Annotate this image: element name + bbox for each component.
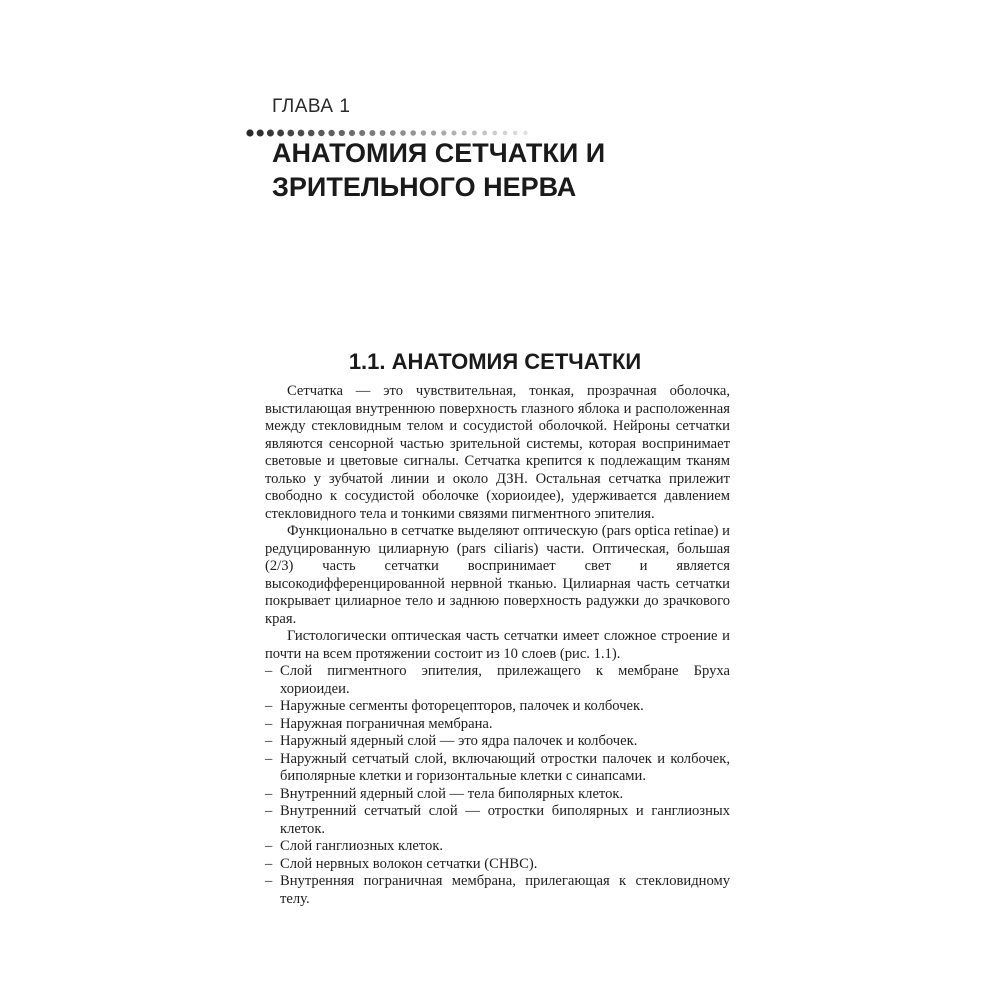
ornament-dot (482, 131, 487, 136)
ornament-dot (246, 129, 253, 136)
list-item: – Наружный ядерный слой — это ядра палочек и колбочек. (265, 733, 638, 749)
ornament-dot (451, 130, 456, 135)
list-item: – Наружная пограничная мембрана. (265, 715, 493, 732)
ornament-dot (523, 131, 527, 135)
chapter-title: АНАТОМИЯ СЕТЧАТКИ И ЗРИТЕЛЬНОГО НЕРВА (272, 138, 606, 202)
list-item: – Слой нервных волокон сетчатки (СНВС). (265, 855, 538, 872)
body-text (265, 383, 730, 908)
ornament-dot (390, 130, 396, 136)
list-marker: – (265, 715, 273, 732)
list-item: – Внутренняя пограничная мембрана, прилегающая к стекловидному телу. (265, 873, 730, 907)
list-item: – Слой пигментного эпителия, прилежащего к мембране Бруха хориоидеи. (265, 663, 730, 697)
list-marker: – (265, 838, 273, 854)
ornament-dot (431, 130, 436, 135)
ornament-dot (410, 130, 416, 136)
ornament-dot (421, 130, 426, 135)
ornament-dot (513, 131, 518, 136)
list-marker: – (265, 785, 273, 802)
ornament-dot (257, 129, 264, 136)
list-marker: – (265, 855, 273, 872)
retina-layers-list (265, 663, 730, 908)
ornament-dot (492, 131, 497, 136)
paragraph: Сетчатка — это чувствительная, тонкая, прозрачная оболочка, выстилающая внутреннюю поверхность глазного яблока и расположенная между стекловидным телом и сосудистой оболочкой. Нейроны сетчатки являются сенсорной частью зрительной системы, которая воспринимает световые и цветовые сигналы. Сетчатка крепится к подлежащим тканям только у зубчатой линии и около ДЗН. Остальная сетчатка прилежит свободно к сосудистой оболочке (хориоидее), удерживается давлением стекловидного тела и тонкими связями пигментного эпителия. (265, 383, 730, 522)
paragraph: Функционально в сетчатке выделяют оптическую (pars optica retinae) и редуцированную цилиарную (pars ciliaris) части. Оптическая, большая (2/3) часть сетчатки воспринимает свет и является высокодифференцированной нервной тканью. Цилиарная часть сетчатки покрывает цилиарное тело и заднюю поверхность радужки до зрачкового края. (265, 523, 730, 627)
ornament-dot (462, 130, 467, 135)
ornament-dot (400, 130, 406, 136)
list-item: – Наружный сетчатый слой, включающий отростки палочек и колбочек, биполярные клетки и горизонтальные клетки с синапсами. (265, 750, 730, 784)
ornament-dot (441, 130, 446, 135)
list-marker: – (265, 750, 273, 767)
list-marker: – (265, 803, 273, 819)
list-marker: – (265, 873, 273, 889)
ornament-dot (503, 131, 508, 136)
list-item: – Слой ганглиозных клеток. (265, 838, 444, 854)
chapter-label: ГЛАВА 1 (272, 96, 351, 117)
list-marker: – (265, 733, 273, 749)
list-marker: – (265, 663, 273, 679)
section-title: 1.1. АНАТОМИЯ СЕТЧАТКИ (348, 349, 642, 374)
list-item: – Внутренний сетчатый слой — отростки биполярных и ганглиозных клеток. (265, 803, 730, 837)
list-marker: – (265, 698, 273, 714)
ornament-dot (472, 131, 477, 136)
list-item: – Внутренний ядерный слой — тела биполярных клеток. (265, 785, 624, 802)
list-item: – Наружные сегменты фоторецепторов, палочек и колбочек. (265, 698, 644, 714)
paragraph: Гистологически оптическая часть сетчатки имеет сложное строение и почти на всем протяжении состоит из 10 слоев (рис. 1.1). (265, 628, 730, 662)
